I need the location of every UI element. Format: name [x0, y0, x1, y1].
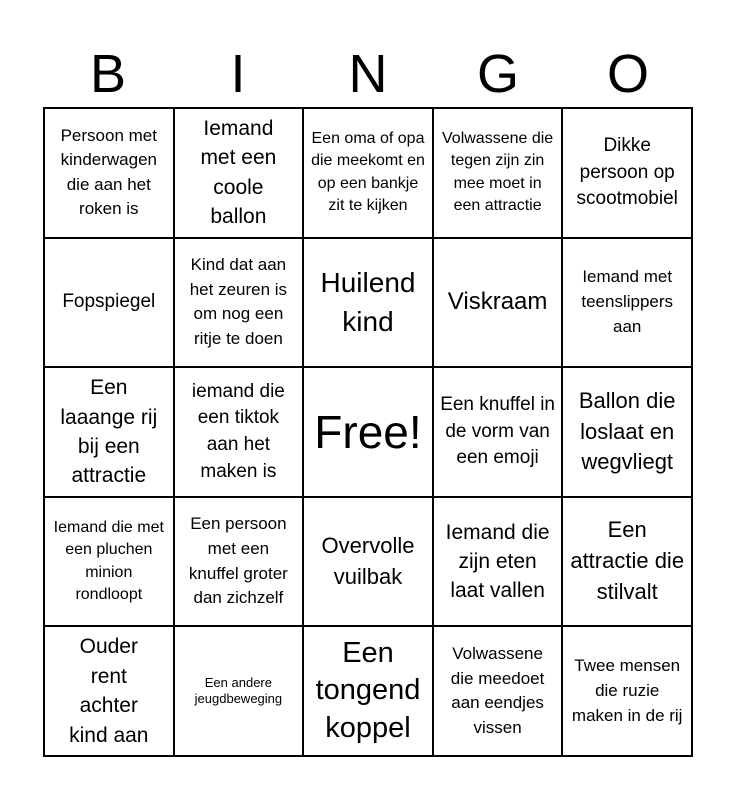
cell-text: Volwassene die meedoet aan eendjes vissen — [450, 643, 545, 737]
cell-text: Volwassene die tegen zijn zin mee moet in een attractie — [442, 130, 554, 215]
cell-text: Kind dat aan het zeuren is om nog een ritje te doen — [189, 255, 288, 349]
header-letter-b: B — [89, 44, 127, 104]
cell-text: Iemand die met een pluchen minion rondloopt — [53, 518, 164, 603]
cell-text: Een knuffel in de vorm van een emoji — [440, 394, 555, 469]
bingo-cell[interactable] — [562, 108, 692, 238]
cell-text: Twee mensen die ruzie maken in de rij — [571, 656, 683, 725]
cell-text: Persoon met kinderwagen die aan het roken is — [60, 125, 157, 219]
cell-text: Een tongend koppel — [315, 636, 421, 745]
bingo-cell[interactable] — [562, 497, 692, 627]
cell-text: Een andere jeugdbeweging — [194, 674, 283, 707]
bingo-cell[interactable] — [433, 497, 563, 627]
cell-text: Ballon die loslaat en wegvliegt — [578, 387, 676, 475]
cell-text: Ouder rent achter kind aan — [69, 635, 149, 747]
header-letter-i: I — [230, 44, 246, 104]
bingo-cell[interactable] — [433, 108, 563, 238]
cell-text: Een oma of opa die meekomt en op een bankje zit te kijken — [311, 130, 425, 215]
bingo-cell[interactable] — [174, 626, 304, 756]
header-letter-n: N — [348, 44, 388, 104]
cell-text: Huilend kind — [320, 267, 416, 338]
bingo-cell[interactable] — [433, 367, 563, 497]
bingo-cell[interactable] — [174, 367, 304, 497]
cell-text: iemand die een tiktok aan het maken is — [191, 380, 285, 482]
bingo-cell[interactable] — [562, 626, 692, 756]
bingo-header — [43, 40, 693, 108]
header-letter-o: O — [606, 44, 649, 104]
cell-text: Een persoon met een knuffel groter dan zichzelf — [188, 514, 288, 608]
cell-text: Iemand met een coole ballon — [200, 117, 277, 229]
bingo-cell[interactable] — [44, 108, 174, 238]
cell-text: Free! — [314, 405, 422, 458]
bingo-cell[interactable] — [44, 238, 174, 368]
free-space-cell[interactable] — [303, 367, 433, 497]
cell-text: Dikke persoon op scootmobiel — [576, 134, 678, 210]
header-letter-g: G — [476, 44, 519, 104]
cell-text: Overvolle vuilbak — [321, 532, 415, 589]
bingo-cell[interactable] — [433, 238, 563, 368]
bingo-cell[interactable] — [44, 367, 174, 497]
cell-text: Een laaange rij bij een attractie — [60, 376, 158, 488]
bingo-cell[interactable] — [174, 108, 304, 238]
bingo-cell[interactable] — [44, 626, 174, 756]
cell-text: Een attractie die stilvalt — [570, 517, 685, 604]
bingo-cell[interactable] — [174, 238, 304, 368]
bingo-cell[interactable] — [303, 497, 433, 627]
cell-text: Viskraam — [447, 287, 548, 315]
bingo-cell[interactable] — [303, 108, 433, 238]
bingo-cell[interactable] — [174, 497, 304, 627]
cell-text: Fopspiegel — [62, 291, 156, 313]
bingo-cell[interactable] — [562, 238, 692, 368]
bingo-card — [43, 107, 693, 757]
bingo-cell[interactable] — [303, 626, 433, 756]
cell-text: Iemand die zijn eten laat vallen — [445, 520, 550, 603]
bingo-cell[interactable] — [303, 238, 433, 368]
cell-text: Iemand met teenslippers aan — [581, 267, 674, 336]
bingo-cell[interactable] — [44, 497, 174, 627]
bingo-cell[interactable] — [562, 367, 692, 497]
bingo-cell[interactable] — [433, 626, 563, 756]
